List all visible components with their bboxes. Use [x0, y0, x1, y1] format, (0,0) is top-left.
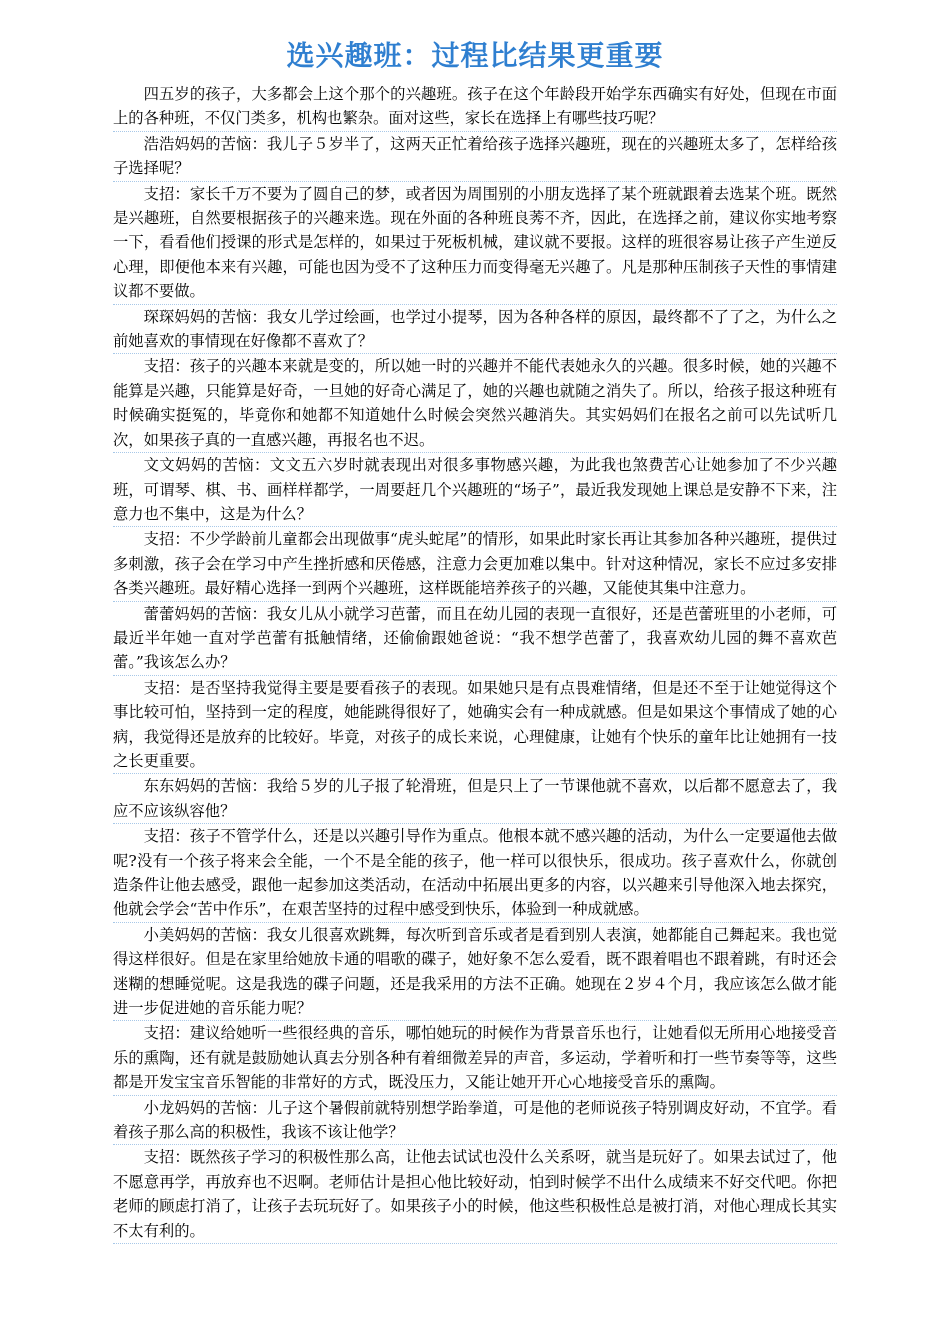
paragraph-answer: 支招：既然孩子学习的积极性那么高，让他去试试也没什么关系呀，就当是玩好了。如果去试过了，他不愿意再学，再放弃也不迟啊。老师估计是担心他比较好动，怕到时候学不出什么成绩来不好交代吧。你把老师的顾虑打消了，让孩子去玩玩好了。如果孩子小的时候，他这些积极性总是被打消，对他心理成长其实不太有利的。 [113, 1145, 837, 1244]
paragraph-question: 琛琛妈妈的苦恼：我女儿学过绘画，也学过小提琴，因为各种各样的原因，最终都不了了之，为什么之前她喜欢的事情现在好像都不喜欢了？ [113, 305, 837, 355]
paragraph-question: 浩浩妈妈的苦恼：我儿子５岁半了，这两天正忙着给孩子选择兴趣班，现在的兴趣班太多了，怎样给孩子选择呢？ [113, 132, 837, 182]
paragraph-question: 小美妈妈的苦恼：我女儿很喜欢跳舞，每次听到音乐或者是看到别人表演，她都能自己舞起来。我也觉得这样很好。但是在家里给她放卡通的唱歌的碟子，她好象不怎么爱看，既不跟着唱也不跟着跳，有时还会迷糊的想睡觉呢。这是我选的碟子问题，还是我采用的方法不正确。她现在２岁４个月，我应该怎么做才能进一步促进她的音乐能力呢？ [113, 923, 837, 1022]
paragraph-question: 文文妈妈的苦恼：文文五六岁时就表现出对很多事物感兴趣，为此我也煞费苦心让她参加了不少兴趣班，可谓琴、棋、书、画样样都学，一周要赶几个兴趣班的“场子”，最近我发现她上课总是安静不下来，注意力也不集中，这是为什么？ [113, 453, 837, 527]
article-body [113, 82, 837, 1244]
article-title: 选兴趣班：过程比结果更重要 [286, 39, 664, 72]
paragraph-answer: 支招：不少学龄前儿童都会出现做事“虎头蛇尾”的情形，如果此时家长再让其参加各种兴趣班，提供过多刺激，孩子会在学习中产生挫折感和厌倦感，注意力会更加难以集中。针对这种情况，家长不应过多安排各类兴趣班。最好精心选择一到两个兴趣班，这样既能培养孩子的兴趣，又能使其集中注意力。 [113, 527, 837, 601]
paragraph-intro: 四五岁的孩子，大多都会上这个那个的兴趣班。孩子在这个年龄段开始学东西确实有好处，但现在市面上的各种班，不仅门类多，机构也繁杂。面对这些，家长在选择上有哪些技巧呢？ [113, 82, 837, 132]
paragraph-question: 东东妈妈的苦恼：我给５岁的儿子报了轮滑班，但是只上了一节课他就不喜欢，以后都不愿意去了，我应不应该纵容他？ [113, 774, 837, 824]
paragraph-answer: 支招：家长千万不要为了圆自己的梦，或者因为周围别的小朋友选择了某个班就跟着去选某个班。既然是兴趣班，自然要根据孩子的兴趣来选。现在外面的各种班良莠不齐，因此，在选择之前，建议你实地考察一下，看看他们授课的形式是怎样的，如果过于死板机械，建议就不要报。这样的班很容易让孩子产生逆反心理，即便他本来有兴趣，可能也因为受不了这种压力而变得毫无兴趣了。凡是那种压制孩子天性的事情建议都不要做。 [113, 182, 837, 305]
paragraph-answer: 支招：建议给她听一些很经典的音乐，哪怕她玩的时候作为背景音乐也行，让她看似无所用心地接受音乐的熏陶，还有就是鼓励她认真去分别各种有着细微差异的声音，多运动，学着听和打一些节奏等等，这些都是开发宝宝音乐智能的非常好的方式，既没压力，又能让她开开心心地接受音乐的熏陶。 [113, 1021, 837, 1095]
paragraph-question: 蕾蕾妈妈的苦恼：我女儿从小就学习芭蕾，而且在幼儿园的表现一直很好，还是芭蕾班里的小老师，可最近半年她一直对学芭蕾有抵触情绪，还偷偷跟她爸说：“我不想学芭蕾了，我喜欢幼儿园的舞不喜欢芭蕾。”我该怎么办？ [113, 602, 837, 676]
paragraph-answer: 支招：孩子不管学什么，还是以兴趣引导作为重点。他根本就不感兴趣的活动，为什么一定要逼他去做呢?没有一个孩子将来会全能，一个不是全能的孩子，他一样可以很快乐，很成功。孩子喜欢什么，你就创造条件让他去感受，跟他一起参加这类活动，在活动中拓展出更多的内容，以兴趣来引导他深入地去探究，他就会学会“苦中作乐”，在艰苦坚持的过程中感受到快乐，体验到一种成就感。 [113, 824, 837, 923]
paragraph-answer: 支招：是否坚持我觉得主要是要看孩子的表现。如果她只是有点畏难情绪，但是还不至于让她觉得这个事比较可怕，坚持到一定的程度，她能跳得很好了，她确实会有一种成就感。但是如果这个事情成了她的心病，我觉得还是放弃的比较好。毕竟，对孩子的成长来说，心理健康，让她有个快乐的童年比让她拥有一技之长更重要。 [113, 676, 837, 775]
paragraph-question: 小龙妈妈的苦恼：儿子这个暑假前就特别想学跆拳道，可是他的老师说孩子特别调皮好动，不宜学。看着孩子那么高的积极性，我该不该让他学？ [113, 1096, 837, 1146]
paragraph-answer: 支招：孩子的兴趣本来就是变的，所以她一时的兴趣并不能代表她永久的兴趣。很多时候，她的兴趣不能算是兴趣，只能算是好奇，一旦她的好奇心满足了，她的兴趣也就随之消失了。所以，给孩子报这种班有时候确实挺冤的，毕竟你和她都不知道她什么时候会突然兴趣消失。其实妈妈们在报名之前可以先试听几次，如果孩子真的一直感兴趣，再报名也不迟。 [113, 354, 837, 453]
